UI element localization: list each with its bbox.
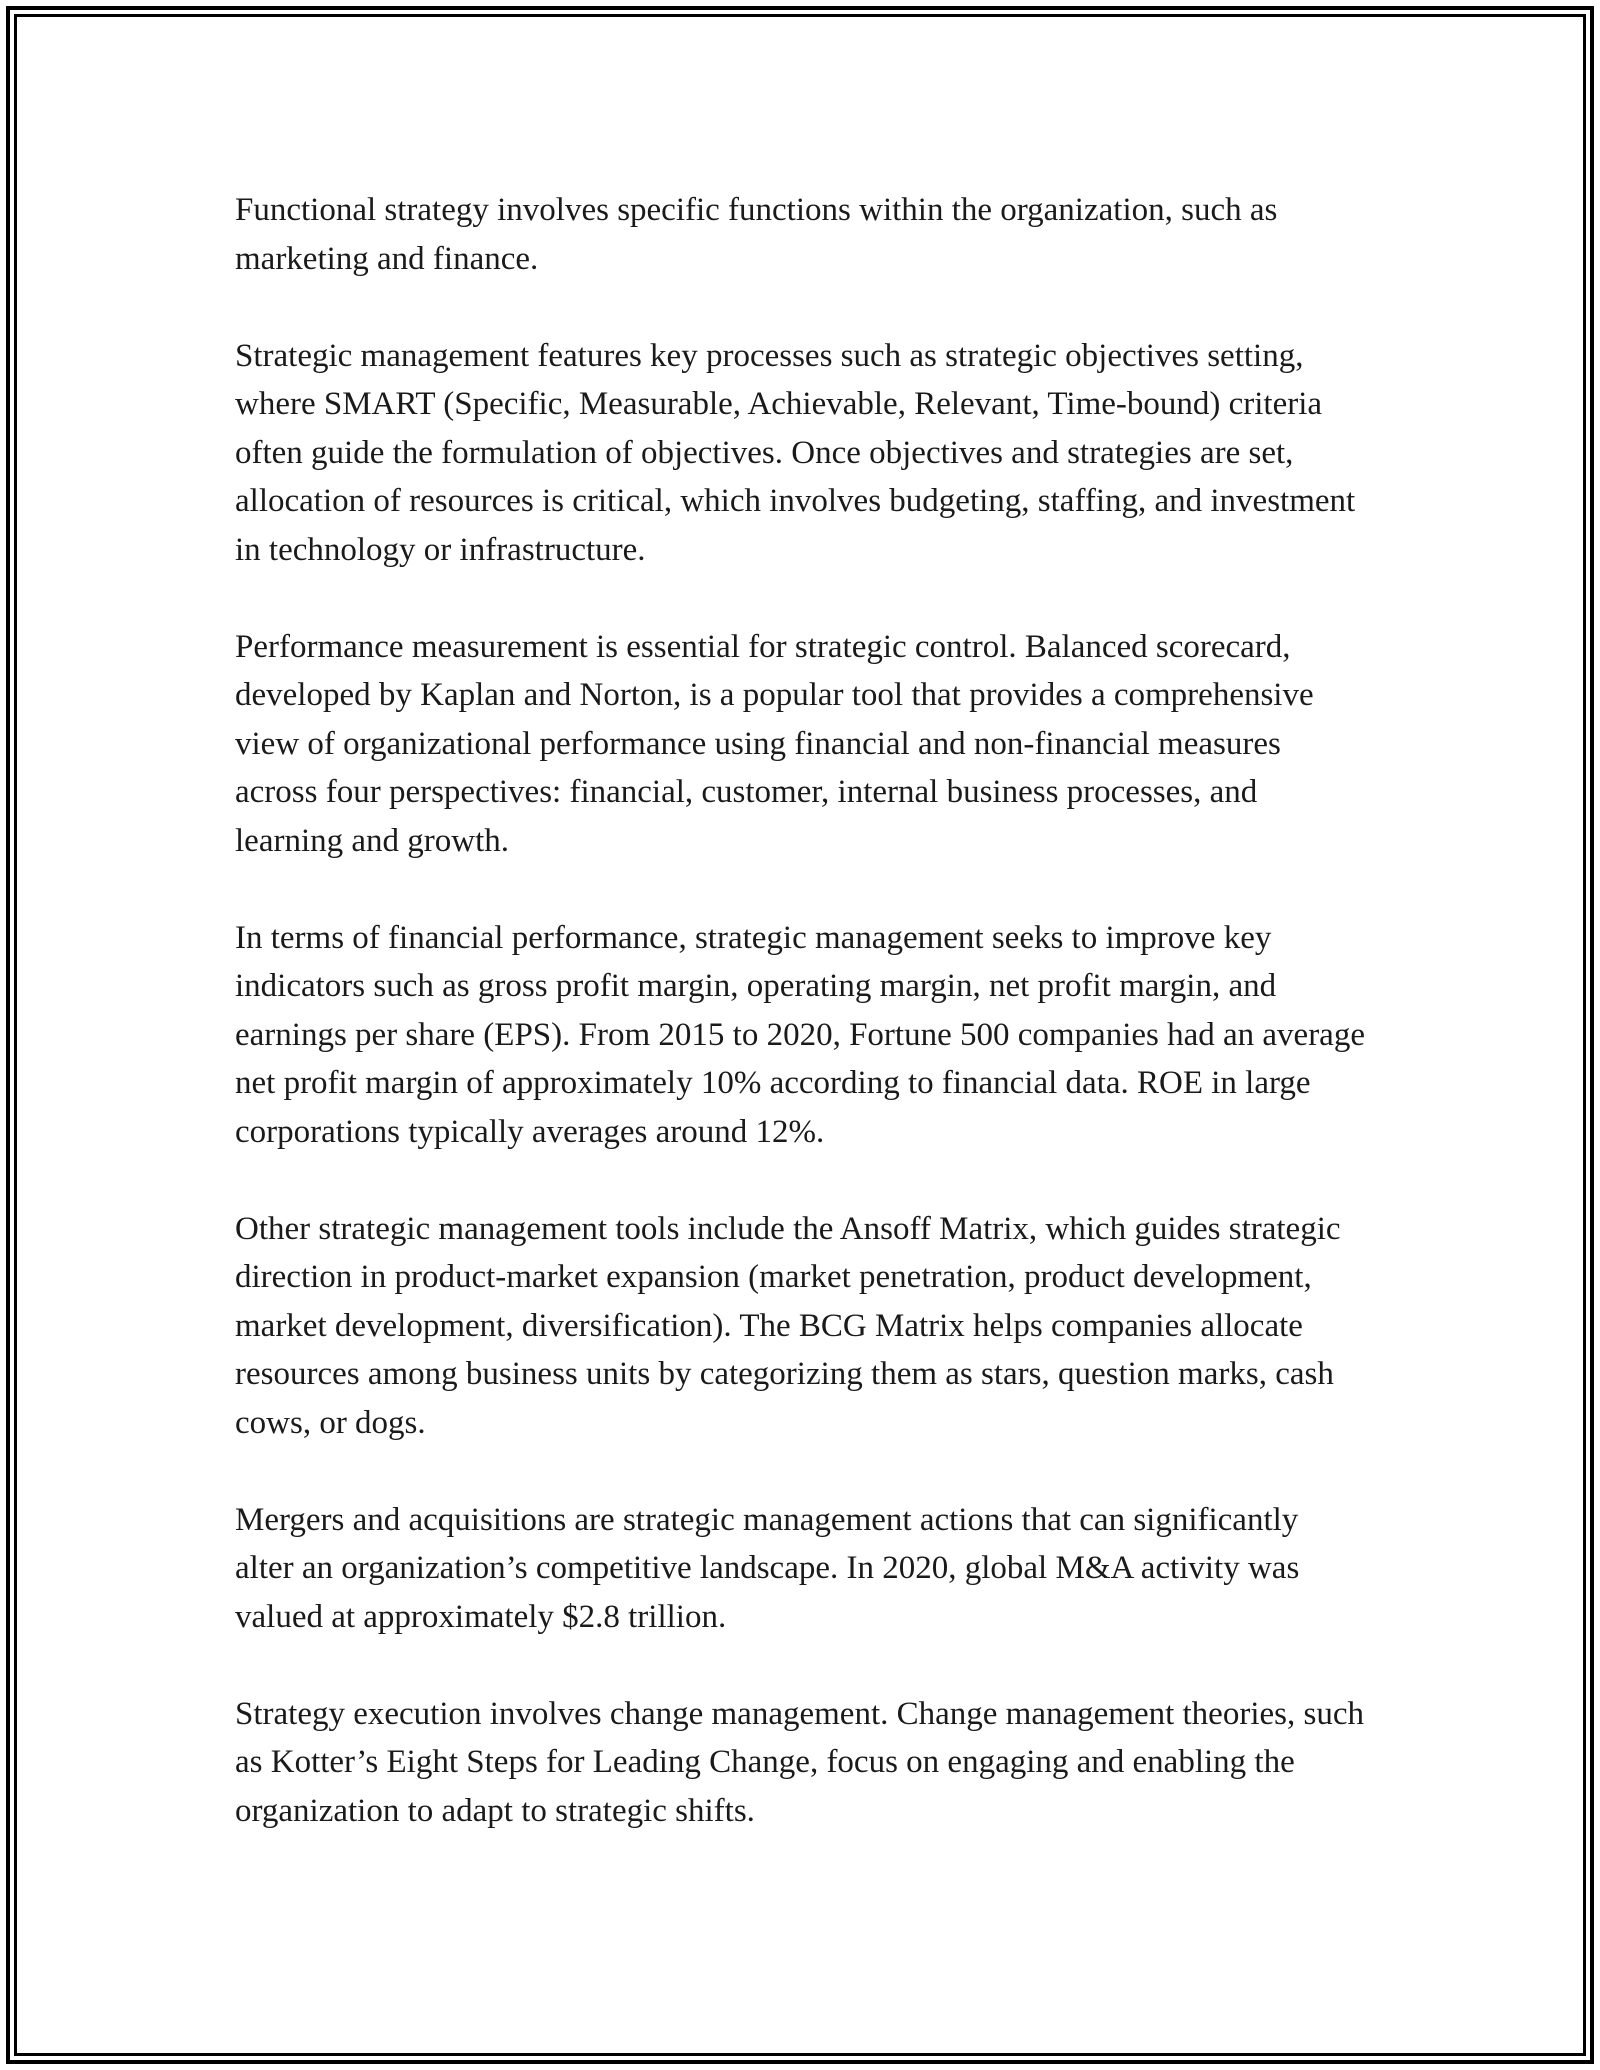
paragraph-performance-measurement: Performance measurement is essential for strategic control. Balanced scorecard, developed by Kaplan and Norton, is a popular tool that provides a comprehensive view of organizational performance using financial and non-financial measures across four perspectives: financial, customer, internal business processes, and learning and growth.	[235, 628, 1314, 859]
paragraph-mergers-acquisitions: Mergers and acquisitions are strategic management actions that can significantly alter an organization’s competitive landscape. In 2020, global M&A activity was valued at approximately $2.8 trillion.	[235, 1501, 1300, 1635]
paragraph-financial-performance: In terms of financial performance, strategic management seeks to improve key indicators such as gross profit margin, operating margin, net profit margin, and earnings per share (EPS). From 2015 to 2020, Fortune 500 companies had an average net profit margin of approximately 10% according to financial data. ROE in large corporations typically averages around 12%.	[235, 919, 1365, 1150]
paragraph-strategic-tools: Other strategic management tools include the Ansoff Matrix, which guides strategic direction in product-market expansion (market penetration, product development, market development, diversification). The BCG Matrix helps companies allocate resources among business units by categorizing them as stars, question marks, cash cows, or dogs.	[235, 1210, 1341, 1441]
paragraph-functional-strategy: Functional strategy involves specific functions within the organization, such as marketing and finance.	[235, 192, 1278, 277]
paragraph-strategy-execution: Strategy execution involves change management. Change management theories, such as Kotter’s Eight Steps for Leading Change, focus on engaging and enabling the organization to adapt to strategic shifts.	[235, 1695, 1364, 1829]
document-body	[235, 186, 1365, 1835]
paragraph-strategic-objectives: Strategic management features key processes such as strategic objectives setting, where SMART (Specific, Measurable, Achievable, Relevant, Time-bound) criteria often guide the formulation of objectives. Once objectives and strategies are set, allocation of resources is critical, which involves budgeting, staffing, and investment in technology or infrastructure.	[235, 337, 1356, 568]
